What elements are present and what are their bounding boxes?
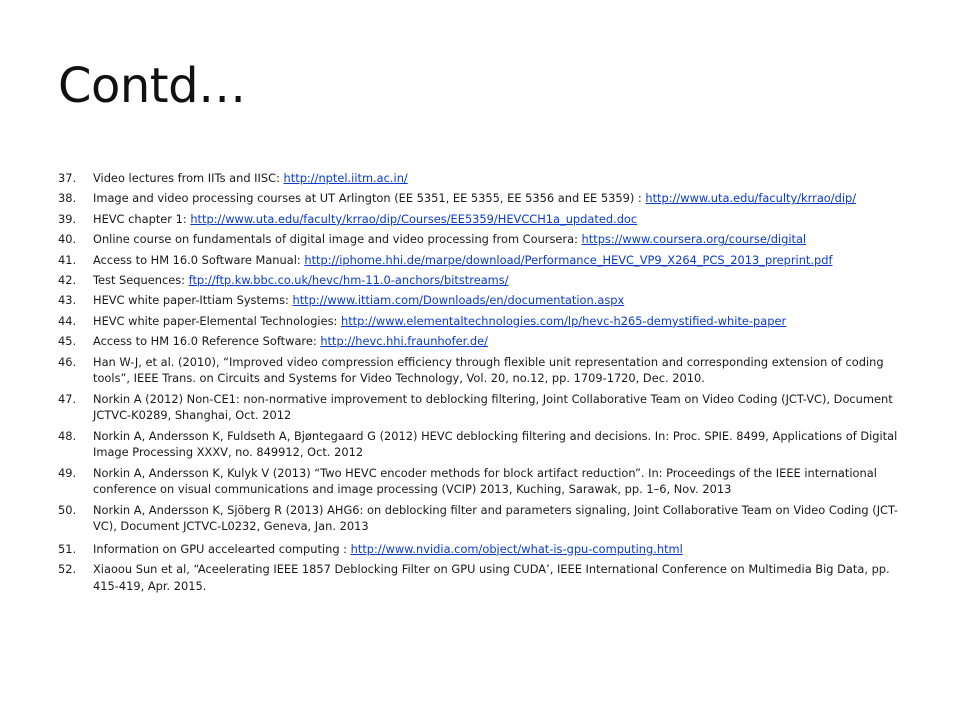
reference-text: HEVC chapter 1: [93,211,191,226]
reference-item [58,539,918,559]
reference-number: 52. [58,562,77,577]
reference-link[interactable]: http://iphome.hhi.de/marpe/download/Performance_HEVC_VP9_X264_PCS_2013_preprint.pdf [304,252,833,267]
reference-item [58,561,918,594]
reference-number: 37. [58,171,77,185]
reference-text: Norkin A, Andersson K, Fuldseth A, Bjøntegaard G (2012) HEVC deblocking filtering and decisions. In: Proc. SPIE. 8499, Applications of Digital Image Processing XXXV, no. 849912, Oct. 2012 [93,428,898,460]
reference-item [58,168,918,188]
reference-item [58,391,918,424]
reference-item [58,428,918,461]
reference-link[interactable]: https://www.coursera.org/course/digital [581,232,807,247]
reference-text: Image and video processing courses at UT Arlington (EE 5351, EE 5355, EE 5356 and EE 5359) : [93,191,646,206]
reference-text: Norkin A (2012) Non-CE1: non-normative improvement to deblocking filtering, Joint Collaborative Team on Video Coding (JCT-VC), Document JCTVC-K0289, Shanghai, Oct. 2012 [93,391,893,423]
reference-link[interactable]: ftp://ftp.kw.bbc.co.uk/hevc/hm-11.0-anchors/bitstreams/ [188,273,509,288]
reference-text: Online course on fundamentals of digital image and video processing from Coursera: [93,232,582,247]
slide-title: Contd… [58,58,246,114]
reference-number: 47. [58,391,77,406]
reference-text: Xiaoou Sun et al, “Aceelerating IEEE 1857 Deblocking Filter on GPU using CUDA’, IEEE International Conference on Multimedia Big Data, pp. 415-419, Apr. 2015. [93,562,890,593]
reference-item [58,290,918,310]
reference-item [58,331,918,351]
reference-number: 41. [58,252,77,267]
reference-text: HEVC white paper-Elemental Technologies: [93,313,341,328]
reference-item [58,465,918,498]
reference-number: 45. [58,334,77,349]
reference-item [58,250,918,270]
reference-number: 49. [58,465,77,480]
reference-text: Access to HM 16.0 Reference Software: [93,334,321,349]
reference-text: Norkin A, Andersson K, Kulyk V (2013) “Two HEVC encoder methods for block artifact reduction”. In: Proceedings of the IEEE international conference on visual communications and image processing (VCIP) 2013, Kuching, Sarawak, pp. 1–6, Nov. 2013 [93,465,877,497]
reference-item [58,188,918,208]
reference-link[interactable]: http://www.elementaltechnologies.com/lp/hevc-h265-demystified-white-paper [341,313,787,328]
reference-item [58,311,918,331]
reference-text: Han W-J, et al. (2010), “Improved video compression efficiency through flexible unit representation and corresponding extension of coding tools”, IEEE Trans. on Circuits and Systems for Video Technology, Vol. 20, no.12, pp. 1709-1720, Dec. 2010. [93,354,884,386]
reference-link[interactable]: http://hevc.hhi.fraunhofer.de/ [320,334,488,349]
reference-link[interactable]: http://www.uta.edu/faculty/krrao/dip/ [645,191,857,206]
reference-item [58,354,918,387]
reference-item [58,502,918,535]
reference-link[interactable]: http://www.uta.edu/faculty/krrao/dip/Courses/EE5359/HEVCCH1a_updated.doc [190,211,638,226]
reference-number: 40. [58,232,77,247]
reference-number: 44. [58,313,77,328]
reference-item [58,209,918,229]
reference-link[interactable]: http://nptel.iitm.ac.in/ [283,171,408,185]
reference-item [58,270,918,290]
reference-number: 48. [58,428,77,443]
reference-number: 43. [58,293,77,308]
reference-text: Test Sequences: [93,273,189,288]
reference-text: Video lectures from IITs and IISC: [93,171,284,185]
reference-number: 42. [58,273,77,288]
reference-text: Access to HM 16.0 Software Manual: [93,252,305,267]
reference-text: Norkin A, Andersson K, Sjöberg R (2013) AHG6: on deblocking filter and parameters signaling, Joint Collaborative Team on Video Coding (JCT-VC), Document JCTVC-L0232, Geneva, Jan. 2013 [93,502,899,534]
reference-list [58,168,918,598]
reference-link[interactable]: http://www.nvidia.com/object/what-is-gpu-computing.html [350,541,683,556]
reference-number: 38. [58,191,77,206]
reference-link[interactable]: http://www.ittiam.com/Downloads/en/documentation.aspx [292,293,625,308]
reference-item [58,229,918,249]
reference-text: Information on GPU accelearted computing : [93,541,351,556]
reference-number: 50. [58,502,77,517]
reference-number: 46. [58,354,77,369]
reference-number: 51. [58,541,77,556]
reference-number: 39. [58,211,77,226]
reference-text: HEVC white paper-Ittiam Systems: [93,293,293,308]
